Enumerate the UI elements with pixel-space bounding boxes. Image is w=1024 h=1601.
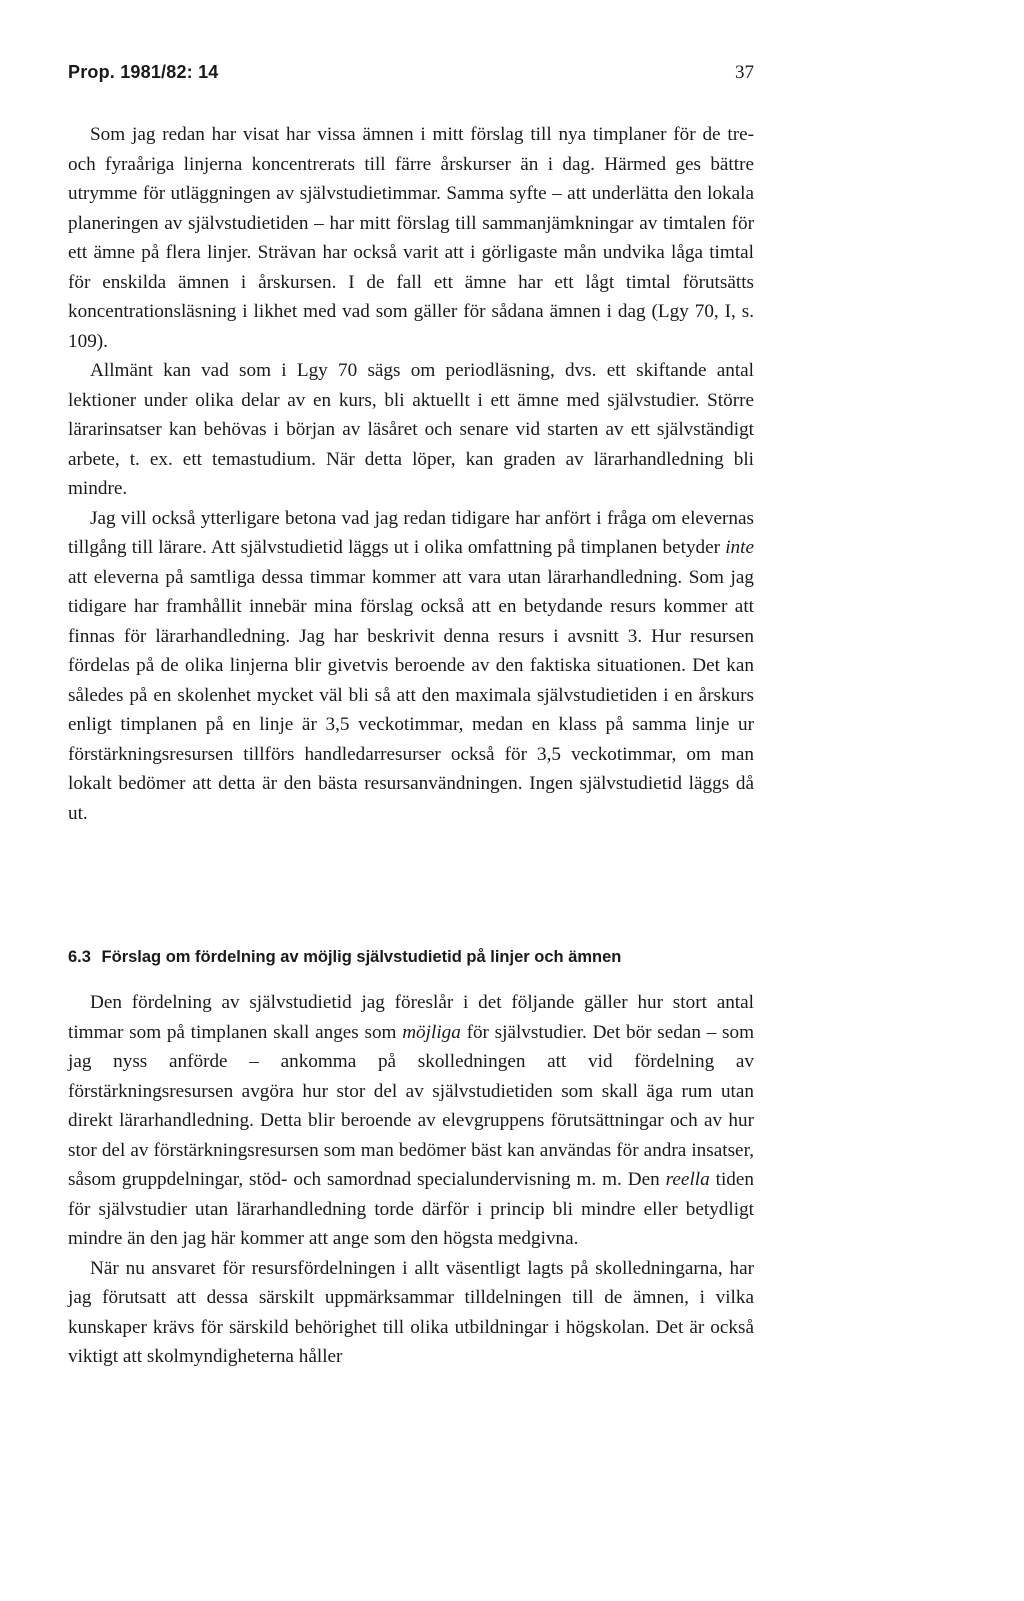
paragraph-text: för självstudier. Det bör sedan – som jag nyss anförde – ankomma på skolledningen att vid fördelning av förstärkningsresursen avgöra hur stor del av självstudietiden som skall äga rum utan direkt lärarhandledning. Detta blir beroende av elevgruppens förutsättningar och av hur stor del av förstärkningsresursen som man bedömer bäst kan användas för andra insatser, såsom gruppdelningar, stöd- och samordnad specialundervisning m. m. Den [68, 1021, 755, 1190]
page-number: 37 [735, 62, 754, 83]
publication-reference: Prop. 1981/82: 14 [68, 62, 219, 82]
paragraph-text: Den fördelning av självstudietid jag föreslår i det följande gäller hur stort antal timmar som på timplanen skall anges som [68, 992, 754, 1043]
paragraph-text: tiden för självstudier utan lärarhandledning torde därför i princip bli mindre eller betydligt mindre än den jag här kommer att ange som den högsta medgivna. [68, 1169, 754, 1249]
section-title: Förslag om fördelning av möjlig självstudietid på linjer och ämnen [101, 948, 622, 966]
section-heading [68, 946, 754, 968]
paragraph-text: att eleverna på samtliga dessa timmar kommer att vara utan lärarhandledning. Som jag tidigare har framhållit innebär mina förslag också att en betydande resurs kommer att finnas för lärarhandledning. Jag har beskrivit denna resurs i avsnitt 3. Hur resursen fördelas på de olika linjerna blir givetvis beroende av den faktiska situationen. Det kan således på en skolenhet mycket väl bli så att den maximala självstudietiden i en årskurs enligt timplanen på en linje är 3,5 veckotimmar, medan en klass på samma linje ur förstärkningsresursen tillförs handledarresurser också för 3,5 veckotimmar, om man lokalt bedömer att detta är den bästa resursanvändningen. Ingen självstudietid läggs då ut. [68, 566, 754, 824]
paragraph: Allmänt kan vad som i Lgy 70 sägs om periodläsning, dvs. ett skiftande antal lektioner under olika delar av en kurs, bli aktuellt i ett ämne med självstudier. Större lärarinsatser kan behövas i början av läsåret och senare vid starten av ett självständigt arbete, t. ex. ett temastudium. När detta löper, kan graden av lärarhandledning bli mindre. [68, 360, 754, 499]
running-head [68, 62, 754, 92]
paragraph [68, 504, 754, 829]
emphasis-text: möjliga [402, 1021, 461, 1043]
paragraph [68, 988, 754, 1254]
body-text-upper [68, 120, 754, 828]
paragraph-text: Jag vill också ytterligare betona vad jag redan tidigare har anfört i fråga om elevernas tillgång till lärare. Att självstudietid läggs ut i olika omfattning på timplanen betyder [68, 507, 754, 558]
body-text-lower [68, 988, 754, 1372]
paragraph: När nu ansvaret för resursfördelningen i allt väsentligt lagts på skolledningarna, har jag förutsatt att dessa särskilt uppmärksammar tilldelningen till de ämnen, i vilka kunskaper krävs för särskild behörighet till olika utbildningar i högskolan. Det är också viktigt att skolmyndigheterna håller [68, 1257, 754, 1367]
emphasis-text: inte [725, 537, 754, 558]
section-number: 6.3 [68, 948, 91, 966]
paragraph: Som jag redan har visat har vissa ämnen i mitt förslag till nya timplaner för de tre- och fyraåriga linjerna koncentrerats till färre årskurser än i dag. Härmed ges bättre utrymme för utläggningen av självstudietimmar. Samma syfte – att underlätta den lokala planeringen av självstudietiden – har mitt förslag till sammanjämkningar av timtalen för ett ämne på flera linjer. Strävan har också varit att i görligaste mån undvika låga timtal för enskilda ämnen i årskursen. I de fall ett ämne har ett lågt timtal förutsätts koncentrationsläsning i likhet med vad som gäller för sådana ämnen i dag (Lgy 70, I, s. 109). [68, 124, 754, 352]
emphasis-text: reella [665, 1169, 710, 1190]
